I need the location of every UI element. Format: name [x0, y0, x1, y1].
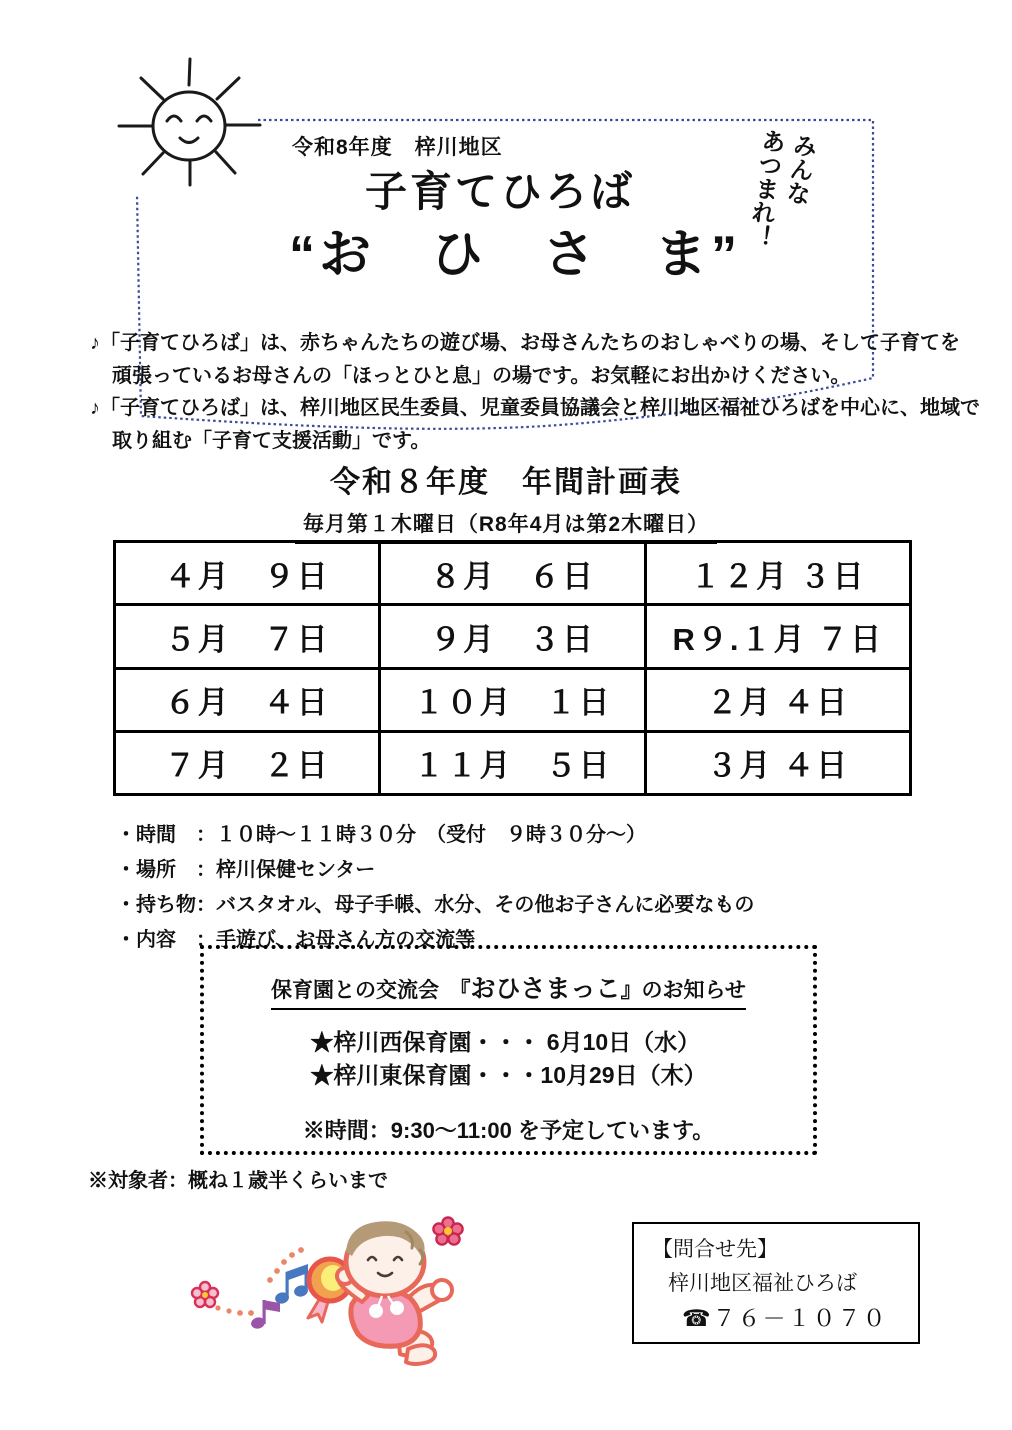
- notice-item: ★梓川西保育園・・・ 6月10日（水）: [310, 1029, 701, 1055]
- side-note-col1: みんな: [780, 131, 818, 207]
- schedule-cell: ５月 ７日: [115, 605, 380, 668]
- intro-line: 頑張っているお母さんの「ほっとひと息」の場です。お気軽にお出かけください。: [112, 364, 851, 387]
- schedule-cell: １２月 ３日: [645, 542, 910, 605]
- notice-item: ★梓川東保育園・・・10月29日（木）: [310, 1062, 707, 1088]
- schedule-cell: ７月 ２日: [115, 731, 380, 794]
- plan-title: 令和８年度 年間計画表: [330, 466, 682, 499]
- notice-time-note: ※時間：9:30～11:00 を予定しています。: [302, 1118, 715, 1143]
- notice-heading-underline: [271, 969, 746, 1010]
- detail-line: ・時間 ：１０時～１１時３０分 （受付 ９時３０分～）: [116, 824, 646, 846]
- target-note: ※対象者：概ね１歳半くらいまで: [88, 1170, 388, 1192]
- intro-line: ♪「子育てひろば」は、赤ちゃんたちの遊び場、お母さんたちのおしゃべりの場、そして子育てを: [90, 332, 960, 354]
- notice-heading-bold: おひさまっこ: [470, 975, 621, 1003]
- notice-items-inner: [310, 1026, 706, 1092]
- phone-icon: ☎: [682, 1305, 713, 1331]
- banner-title: 子育てひろば: [364, 168, 635, 215]
- intro-line: 取り組む「子育て支援活動」です。: [112, 429, 431, 452]
- table-row: [115, 731, 911, 794]
- intro-paragraphs: [90, 327, 980, 457]
- banner-main-title: “お ひ さ ま”: [288, 226, 741, 284]
- schedule-cell: ８月 ６日: [380, 542, 645, 605]
- plan-subtitle: 毎月第１木曜日（R8年4月は第2木曜日）: [295, 508, 717, 544]
- contact-phone: [682, 1301, 918, 1335]
- table-row: [115, 542, 911, 605]
- baby-figure: [308, 1221, 452, 1364]
- flower-icon: [433, 1217, 462, 1244]
- notice-box: [200, 945, 817, 1155]
- flower-icon: [192, 1282, 218, 1307]
- side-note-col2: あつまれ！: [742, 126, 786, 250]
- table-row: [115, 668, 911, 731]
- plan-subtitle-wrap: [0, 508, 1012, 544]
- baby-illustration: [170, 1210, 490, 1400]
- schedule-cell: ９月 ３日: [380, 605, 645, 668]
- detail-line: ・内容 ：手遊び、お母さん方の交流等: [116, 929, 476, 951]
- schedule-cell: ６月 ４日: [115, 668, 380, 731]
- detail-line: ・持ち物：バスタオル、母子手帳、水分、その他お子さんに必要なもの: [116, 894, 755, 916]
- contact-box: [632, 1222, 920, 1344]
- schedule-cell: ３月 ４日: [645, 731, 910, 794]
- event-details: [116, 818, 754, 958]
- music-note-icon: [250, 1300, 280, 1330]
- notice-items: [204, 1026, 813, 1092]
- banner-region-line: 令和8年度 梓川地区: [292, 136, 503, 159]
- schedule-cell: R９.１月 ７日: [645, 605, 910, 668]
- notice-heading: [204, 969, 813, 1010]
- schedule-cell: ２月 ４日: [645, 668, 910, 731]
- phone-number: ７６－１０７０: [712, 1305, 888, 1331]
- contact-heading: 【問合せ先】: [652, 1238, 778, 1261]
- table-row: [115, 605, 911, 668]
- contact-name: 梓川地区福祉ひろば: [668, 1272, 857, 1295]
- dot-trail: [215, 1247, 304, 1316]
- notice-heading-pre: 保育園との交流会 『: [271, 979, 471, 1002]
- schedule-cell: １１月 ５日: [380, 731, 645, 794]
- notice-heading-post: 』のお知らせ: [620, 979, 746, 1002]
- detail-line: ・場所 ：梓川保健センター: [116, 859, 376, 881]
- schedule-cell: ４月 ９日: [115, 542, 380, 605]
- schedule-cell: １０月 １日: [380, 668, 645, 731]
- schedule-table: [113, 540, 912, 796]
- intro-line: ♪「子育てひろば」は、梓川地区民生委員、児童委員協議会と梓川地区福祉ひろばを中心に、地域で: [90, 397, 980, 419]
